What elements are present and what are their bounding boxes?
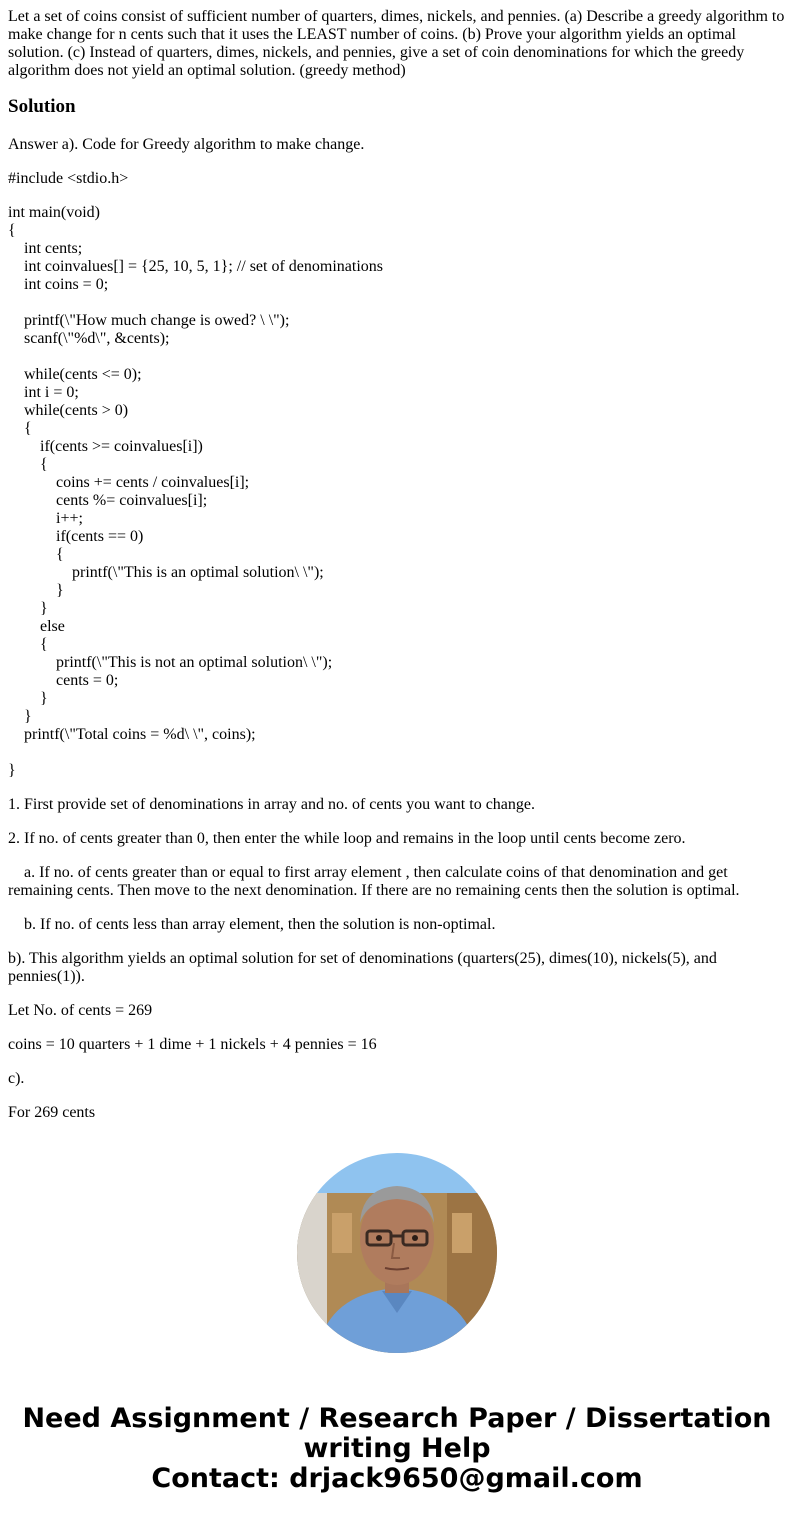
solution-heading: Solution [8,96,76,117]
question-text: Let a set of coins consist of sufficient number of quarters, dimes, nickels, and pennies. (a) Describe a greedy algorithm to make change for n cents such that it uses the LEAST number of coins. (b) Prove your algorithm yields an optimal solution. (c) Instead of quarters, dimes, nickels, and pennies, give a set of coin denominations for which the greedy algorithm does not yield an optimal solution. (greedy method) [8,8,785,79]
answer-c: c). [8,1070,25,1087]
code-line [8,294,786,312]
code-line: } [8,600,48,617]
code-line: { [8,420,32,437]
code-line: scanf(\"%d\", &cents); [8,330,170,347]
code-line [8,744,786,762]
author-photo [297,1153,497,1353]
code-block [8,204,786,780]
code-line: int coinvalues[] = {25, 10, 5, 1}; // set of denominations [8,258,383,275]
include-line: #include <stdio.h> [8,170,129,187]
footer-banner [0,1404,794,1494]
code-line: } [8,690,48,707]
coins-result: coins = 10 quarters + 1 dime + 1 nickels + 4 pennies = 16 [8,1036,377,1053]
footer-contact: Contact: drjack9650@gmail.com [151,1463,643,1494]
code-line: if(cents == 0) [8,528,144,545]
explanation-step-1: 1. First provide set of denominations in array and no. of cents you want to change. [8,796,535,813]
code-line [8,348,786,366]
code-line: printf(\"How much change is owed? \ \"); [8,312,290,329]
explanation-step-2a: a. If no. of cents greater than or equal to first array element , then calculate coins of that denomination and get remaining cents. Then move to the next denomination. If there are no remaining cents then the solution is optimal. [8,864,740,899]
footer-line-2: writing Help [303,1433,491,1464]
code-line: int coins = 0; [8,276,109,293]
code-line: } [8,762,16,779]
code-line: printf(\"This is an optimal solution\ \"); [8,564,324,581]
code-line: cents = 0; [8,672,119,689]
explanation-step-2b: b. If no. of cents less than array element, then the solution is non-optimal. [8,916,496,933]
code-line: while(cents > 0) [8,402,129,419]
code-line: { [8,456,48,473]
code-line: { [8,222,16,239]
code-line: } [8,582,64,599]
code-line: { [8,546,64,563]
code-line: printf(\"Total coins = %d\ \", coins); [8,726,256,743]
let-cents: Let No. of cents = 269 [8,1002,153,1019]
code-line: int main(void) [8,204,100,221]
code-line: int cents; [8,240,83,257]
document-body [8,8,786,1138]
code-line: coins += cents / coinvalues[i]; [8,474,250,491]
code-line: if(cents >= coinvalues[i]) [8,438,203,455]
answer-a-intro: Answer a). Code for Greedy algorithm to make change. [8,136,365,153]
code-line: int i = 0; [8,384,79,401]
code-line: printf(\"This is not an optimal solution\ \"); [8,654,333,671]
code-line: } [8,708,32,725]
code-line: while(cents <= 0); [8,366,142,383]
code-line: i++; [8,510,83,527]
footer-line-1: Need Assignment / Research Paper / Dissertation [22,1403,772,1434]
answer-b: b). This algorithm yields an optimal solution for set of denominations (quarters(25), dimes(10), nickels(5), and pennies(1)). [8,950,717,985]
code-line: else [8,618,65,635]
for-cents: For 269 cents [8,1104,96,1121]
code-line: { [8,636,48,653]
explanation-step-2: 2. If no. of cents greater than 0, then enter the while loop and remains in the loop until cents become zero. [8,830,686,847]
author-portrait-image [297,1153,497,1353]
code-line: cents %= coinvalues[i]; [8,492,208,509]
